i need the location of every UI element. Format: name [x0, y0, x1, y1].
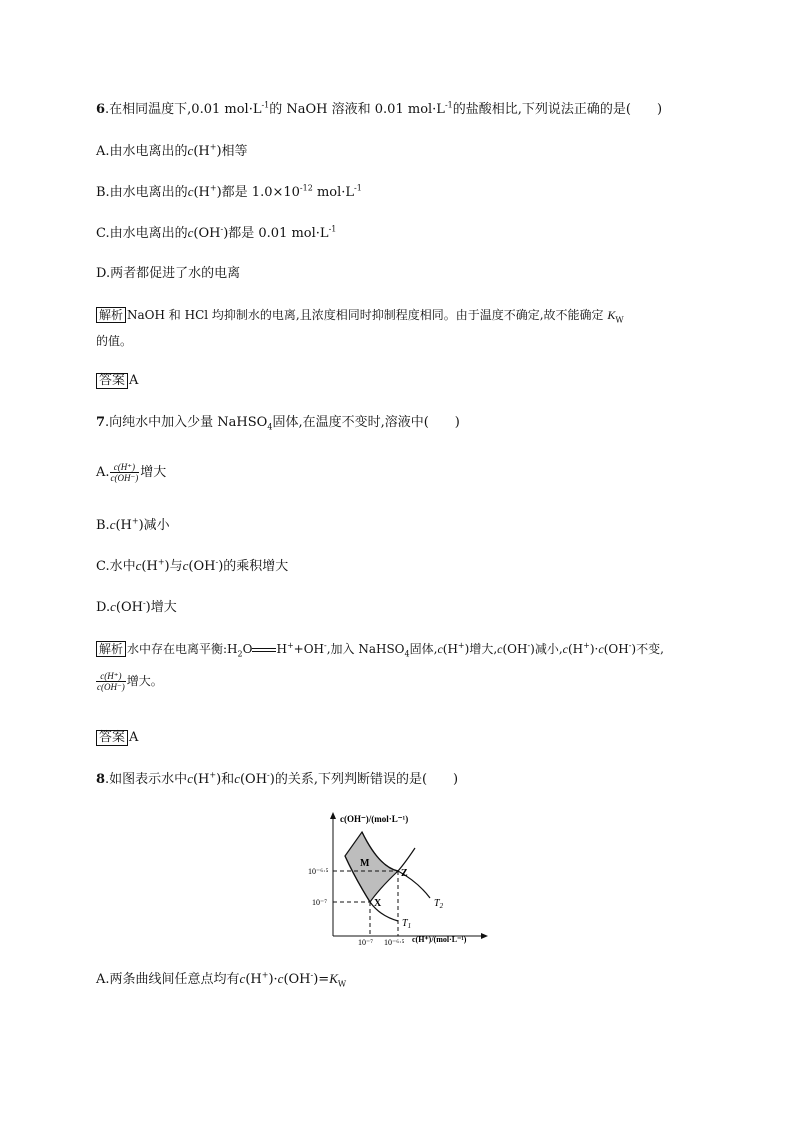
- q7-stem: 7.向纯水中加入少量 NaHSO$_4$固体,在温度不变时,溶液中( ): [96, 415, 460, 432]
- fraction: $\frac{c(H^+)}{c(OH^-)}$: [97, 671, 125, 692]
- analysis-tag: 解析: [96, 641, 126, 657]
- ion-product-figure: [300, 808, 500, 948]
- q8-option-a: A.两条曲线间任意点均有$c(H^+)\cdot c(OH^-)=K_W$: [96, 970, 347, 989]
- x-axis-label: c(H⁺)/(mol·L⁻¹): [412, 935, 467, 944]
- q7-option-c: C.水中c(H+)与c(OH-)的乘积增大: [96, 557, 289, 574]
- q6-stem: 6.在相同温度下,0.01 $mol\cdot L^{-1}$的 NaOH 溶液和 0.01 $mol\cdot L^{-1}$的盐酸相比,下列说法正确的是( ): [96, 100, 663, 117]
- q6-option-b: B.由水电离出的c(H+)都是 $1.0\times 10^{-12}$ $mol\cdot L^{-1}$: [96, 183, 362, 200]
- region-m: [345, 832, 398, 902]
- q7-answer: 答案 A: [96, 730, 138, 746]
- q7-option-b: B.c(H+)减小: [96, 516, 170, 533]
- q7-analysis: 解析 水中存在电离平衡$:H_2O$ H++OH-,加入 NaHSO$_4$固体,c(H+)增大,c(OH-)减小,c(H+)·c(OH-)不变,: [96, 641, 664, 657]
- answer-tag: 答案: [96, 373, 128, 389]
- x-tick-low: 10⁻⁷: [358, 938, 374, 947]
- curve-t2-label: $T_2$: [434, 898, 444, 910]
- point-x-label: X: [374, 898, 382, 909]
- x-axis-arrow-icon: [481, 933, 488, 939]
- q7-analysis-cont: $\frac{c(H^+)}{c(OH^-)}$ 增大。: [97, 671, 163, 692]
- analysis-tag: 解析: [96, 307, 126, 323]
- q6-answer: 答案 A: [96, 373, 138, 389]
- y-tick-low: 10⁻⁷: [312, 898, 328, 907]
- point-m-label: M: [360, 858, 370, 869]
- q7-option-d: D.c(OH-)增大: [96, 598, 177, 615]
- equilibrium-arrow-icon: [252, 646, 276, 654]
- y-tick-high: 10⁻⁶·⁵: [308, 867, 329, 876]
- q6-analysis-cont: 的值。: [96, 334, 133, 348]
- x-tick-high: 10⁻⁶·⁵: [384, 938, 405, 947]
- answer-tag: 答案: [96, 730, 128, 746]
- q8-stem: 8.如图表示水中c(H+)和c(OH-)的关系,下列判断错误的是( ): [96, 770, 459, 787]
- q6-analysis: 解析 NaOH 和 HCl 均抑制水的电离,且浓度相同时抑制程度相同。由于温度不确定,故不能确定 $K_W$: [96, 307, 624, 323]
- q6-option-d: D.两者都促进了水的电离: [96, 266, 241, 281]
- q6-option-a: A.由水电离出的c(H+)相等: [96, 142, 248, 159]
- y-axis-arrow-icon: [330, 812, 336, 819]
- q7-option-a: A. $\frac{c(H^+)}{c(OH^-)}$ 增大: [96, 462, 167, 483]
- point-z-label: Z: [401, 868, 408, 879]
- q6-option-c: C.由水电离出的c(OH-)都是 0.01 $mol\cdot L^{-1}$: [96, 224, 337, 241]
- curve-t1-label: $T_1$: [402, 918, 412, 930]
- y-axis-label: c(OH⁻)/(mol·L⁻¹): [340, 814, 409, 824]
- fraction: $\frac{c(H^+)}{c(OH^-)}$: [110, 462, 139, 483]
